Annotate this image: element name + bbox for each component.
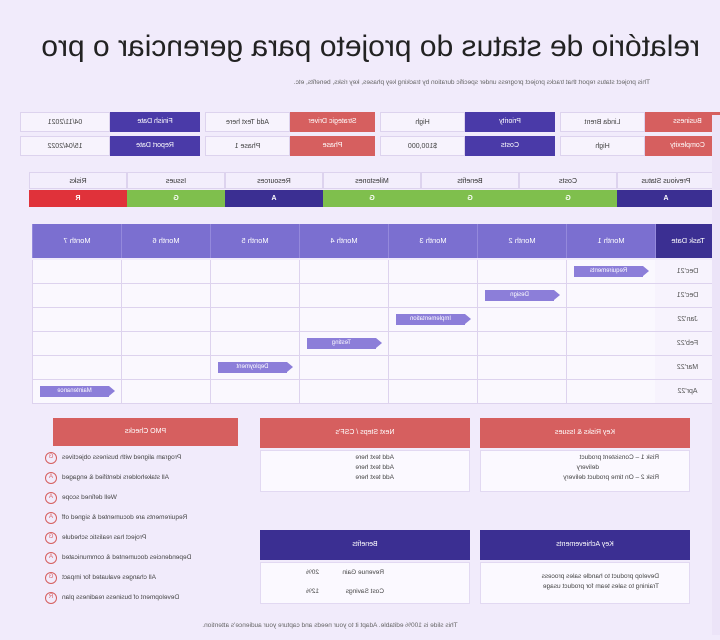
timeline-cell [477, 380, 566, 404]
pmo-check-item [0, 450, 240, 470]
status-header: Resources [225, 172, 323, 189]
status-value: G [519, 190, 617, 207]
pmo-status-circle: G [45, 532, 57, 544]
timeline-cell [210, 308, 299, 332]
task-bar: Deployment [218, 362, 287, 373]
timeline-cell [32, 356, 121, 380]
pmo-status-circle: G [45, 452, 57, 464]
timeline-cell [388, 284, 477, 308]
pmo-check-item [0, 470, 240, 490]
key-risks-line: delivery [576, 464, 599, 471]
key-risks-line: Risk 1 – Consistent product [579, 454, 659, 461]
page-title: relatório de status do projeto para gerenciar o pro [41, 30, 700, 63]
timeline-cell [210, 380, 299, 404]
info-cell: Strategic Driver [290, 112, 375, 132]
timeline-cell [121, 332, 210, 356]
timeline-cell [121, 308, 210, 332]
timeline-cell [299, 260, 388, 284]
timeline-cell [566, 356, 655, 380]
timeline-cell [210, 260, 299, 284]
info-cell: Linda Brent [560, 112, 645, 132]
key-risks-line: Risk 2 – On time product delivery [563, 474, 659, 481]
info-cell: Costs [465, 136, 555, 156]
timeline-cell [121, 380, 210, 404]
timeline-cell [121, 356, 210, 380]
timeline-cell [388, 380, 477, 404]
month-header: Month 7 [32, 224, 121, 258]
status-value: G [421, 190, 519, 207]
achievement-line: Training to sales team for product usage [542, 583, 659, 590]
pmo-check-text: Requirements are documented & signed off [62, 514, 188, 521]
key-risks-body [480, 450, 690, 492]
status-value: A [617, 190, 715, 207]
task-bar: Design [485, 290, 554, 301]
info-cell: Business [645, 112, 720, 132]
timeline-cell [388, 356, 477, 380]
key-achievements-header: Key Achievements [480, 530, 690, 560]
key-risks-header: Key Risks & Issues [480, 418, 690, 448]
timeline-cell [299, 308, 388, 332]
info-cell: Priority [465, 112, 555, 132]
month-header: Month 3 [388, 224, 477, 258]
info-cell: Phase 1 [205, 136, 290, 156]
timeline-cell [121, 260, 210, 284]
timeline-cell [477, 332, 566, 356]
pmo-check-text: Program aligned with business objectives [62, 454, 182, 461]
pmo-checks-list [0, 450, 240, 610]
timeline-cell [477, 308, 566, 332]
info-cell: Complexity [645, 136, 720, 156]
edge-strip [712, 115, 720, 635]
status-header: Risks [29, 172, 127, 189]
info-cell: High [380, 112, 465, 132]
status-value: R [29, 190, 127, 207]
task-bar: Maintenance [40, 386, 109, 397]
pmo-status-circle: A [45, 472, 57, 484]
pmo-status-circle: R [45, 592, 57, 604]
info-cell: Finish Date [110, 112, 200, 132]
timeline-cell [210, 284, 299, 308]
next-steps-line: Add text here [355, 474, 394, 481]
month-header: Month 2 [477, 224, 566, 258]
benefits-body [260, 562, 470, 604]
pmo-status-circle: A [45, 512, 57, 524]
task-date-header: Task Date [655, 224, 720, 258]
task-date: Apr'22 [655, 380, 720, 404]
benefit-value: 12% [305, 588, 319, 595]
month-header: Month 4 [299, 224, 388, 258]
timeline-cell [299, 380, 388, 404]
pmo-check-item [0, 590, 240, 610]
status-value: A [225, 190, 323, 207]
info-cell: Report Date [110, 136, 200, 156]
next-steps-line: Add text here [355, 464, 394, 471]
info-cell: Phase [290, 136, 375, 156]
timeline-cell [566, 380, 655, 404]
info-cell: Add Text here [205, 112, 290, 132]
timeline-cell [299, 356, 388, 380]
timeline-cell [566, 332, 655, 356]
task-bar: Requirements [574, 266, 643, 277]
pmo-check-item [0, 530, 240, 550]
timeline-cell [477, 260, 566, 284]
info-cell: 15/04/2022 [20, 136, 110, 156]
task-bar: Implementation [396, 314, 465, 325]
status-value: G [127, 190, 225, 207]
timeline-cell [566, 308, 655, 332]
benefit-label: Cost Savings [345, 588, 384, 595]
info-cell: 04/11/2021 [20, 112, 110, 132]
task-date: Dec'21 [655, 284, 720, 308]
benefits-header: Benefits [260, 530, 470, 560]
achievement-line: Develop product to handle sales process [541, 573, 659, 580]
pmo-checks-header: PMO Checks [53, 418, 238, 446]
pmo-check-text: All changes evaluated for impact [62, 574, 156, 581]
timeline-cell [32, 284, 121, 308]
pmo-check-text: Project has realistic schedule [62, 534, 147, 541]
pmo-check-item [0, 510, 240, 530]
timeline-cell [210, 332, 299, 356]
status-header: Previous Status [617, 172, 715, 189]
timeline-cell [121, 284, 210, 308]
timeline-cell [32, 308, 121, 332]
timeline-cell [477, 356, 566, 380]
task-bar: Testing [307, 338, 376, 349]
page-subtitle: This project status report that tracks project progress under specific duration by tracking key phases, key risks, benefits, etc. [293, 79, 650, 86]
status-header: Benefits [421, 172, 519, 189]
status-header: Issues [127, 172, 225, 189]
pmo-check-text: Well defined scope [62, 494, 117, 501]
timeline-cell [32, 260, 121, 284]
next-steps-line: Add text here [355, 454, 394, 461]
timeline-cell [299, 284, 388, 308]
pmo-status-circle: A [45, 552, 57, 564]
pmo-status-circle: A [45, 492, 57, 504]
benefit-label: Revenue Gain [342, 569, 384, 576]
status-header: Costs [519, 172, 617, 189]
status-value: G [323, 190, 421, 207]
info-cell: High [560, 136, 645, 156]
pmo-status-circle: G [45, 572, 57, 584]
task-date: Feb'22 [655, 332, 720, 356]
pmo-check-item [0, 490, 240, 510]
month-header: Month 5 [210, 224, 299, 258]
footer-note: This slide is 100% editable. Adapt it to your needs and capture your audience's attention. [202, 622, 458, 629]
pmo-check-item [0, 550, 240, 570]
info-cell: $100,000 [380, 136, 465, 156]
pmo-check-text: All stakeholders identified & engaged [62, 474, 169, 481]
next-steps-body [260, 450, 470, 492]
status-header: Milestones [323, 172, 421, 189]
timeline-cell [388, 332, 477, 356]
pmo-check-text: Development of business readiness plan [62, 594, 180, 601]
task-date: Mar'22 [655, 356, 720, 380]
pmo-check-item [0, 570, 240, 590]
month-header: Month 6 [121, 224, 210, 258]
timeline-cell [388, 260, 477, 284]
pmo-check-text: Dependencies documented & communicated [62, 554, 192, 561]
month-header: Month 1 [566, 224, 655, 258]
next-steps-header: Next Steps / CSF's [260, 418, 470, 448]
task-date: Jan'22 [655, 308, 720, 332]
timeline-cell [32, 332, 121, 356]
benefit-value: 20% [305, 569, 319, 576]
key-achievements-body [480, 562, 690, 604]
task-date: Dec'21 [655, 260, 720, 284]
timeline-cell [566, 284, 655, 308]
